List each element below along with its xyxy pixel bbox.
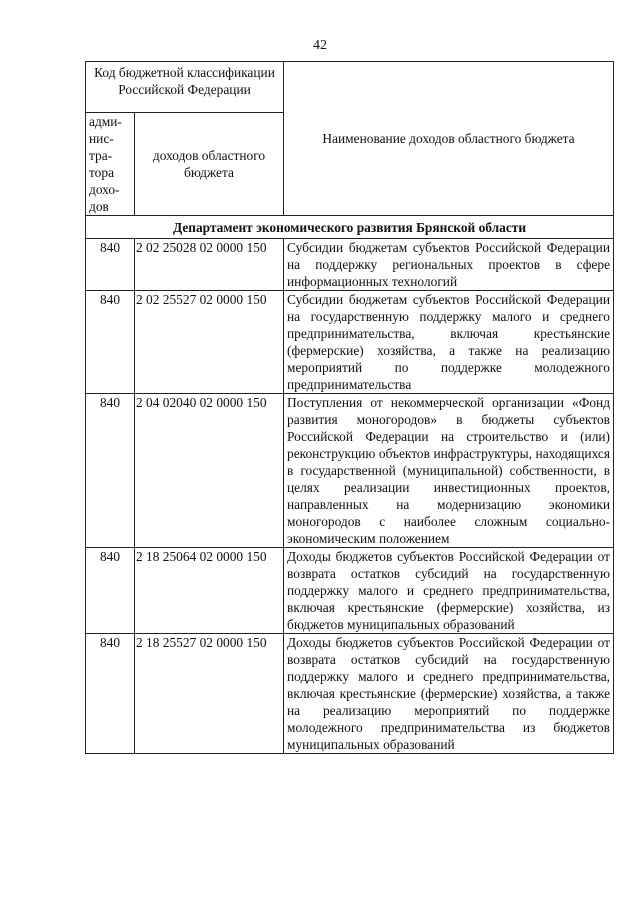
income-code-cell: 2 02 25028 02 0000 150: [135, 239, 284, 291]
table-row: [86, 291, 614, 394]
income-name-cell: Доходы бюджетов субъектов Российской Федерации от возврата остатков субсидий на государственную поддержку малого и среднего предпринимательства, включая крестьянские (фермерские) хозяйства, а также на реализацию мероприятий по поддержке молодежного предпринимательства из бюджетов муниципальных образований: [284, 634, 614, 754]
header-row-1: [86, 62, 614, 113]
income-code-cell: 2 18 25064 02 0000 150: [135, 548, 284, 634]
header-income-code: доходов областного бюджета: [135, 113, 284, 216]
table-row: [86, 634, 614, 754]
department-row: [86, 216, 614, 239]
income-name-cell: Субсидии бюджетам субъектов Российской Федерации на поддержку региональных проектов в сфере информационных технологий: [284, 239, 614, 291]
income-code-cell: 2 18 25527 02 0000 150: [135, 634, 284, 754]
admin-code-cell: 840: [86, 548, 135, 634]
header-code-group: Код бюджетной классификации Российской Федерации: [86, 62, 284, 113]
budget-classification-table: [85, 61, 614, 754]
table-row: [86, 394, 614, 548]
page-number: 42: [313, 38, 327, 53]
income-code-cell: 2 04 02040 02 0000 150: [135, 394, 284, 548]
income-name-cell: Поступления от некоммерческой организации «Фонд развития моногородов» в бюджеты субъектов Российской Федерации на строительство и (или) реконструкцию объектов инфраструктуры, находящихся в государственной (муниципальной) собственности, в целях реализации инвестиционных проектов, направленных на модернизацию экономики моногородов с наиболее сложным социально-экономическим положением: [284, 394, 614, 548]
table-row: [86, 548, 614, 634]
table-row: [86, 239, 614, 291]
admin-code-cell: 840: [86, 634, 135, 754]
department-title: Департамент экономического развития Брянской области: [86, 216, 614, 239]
admin-code-cell: 840: [86, 291, 135, 394]
admin-code-cell: 840: [86, 239, 135, 291]
admin-code-cell: 840: [86, 394, 135, 548]
header-name: Наименование доходов областного бюджета: [284, 62, 614, 216]
income-code-cell: 2 02 25527 02 0000 150: [135, 291, 284, 394]
income-name-cell: Субсидии бюджетам субъектов Российской Федерации на государственную поддержку малого и среднего предпринимательства, включая крестьянские (фермерские) хозяйства, а также на реализацию мероприятий по поддержке молодежного предпринимательства: [284, 291, 614, 394]
income-name-cell: Доходы бюджетов субъектов Российской Федерации от возврата остатков субсидий на государственную поддержку малого и среднего предпринимательства, включая крестьянские (фермерские) хозяйства, из бюджетов муниципальных образований: [284, 548, 614, 634]
header-admin: адми- нис- тра- тора дохо- дов: [86, 113, 135, 216]
